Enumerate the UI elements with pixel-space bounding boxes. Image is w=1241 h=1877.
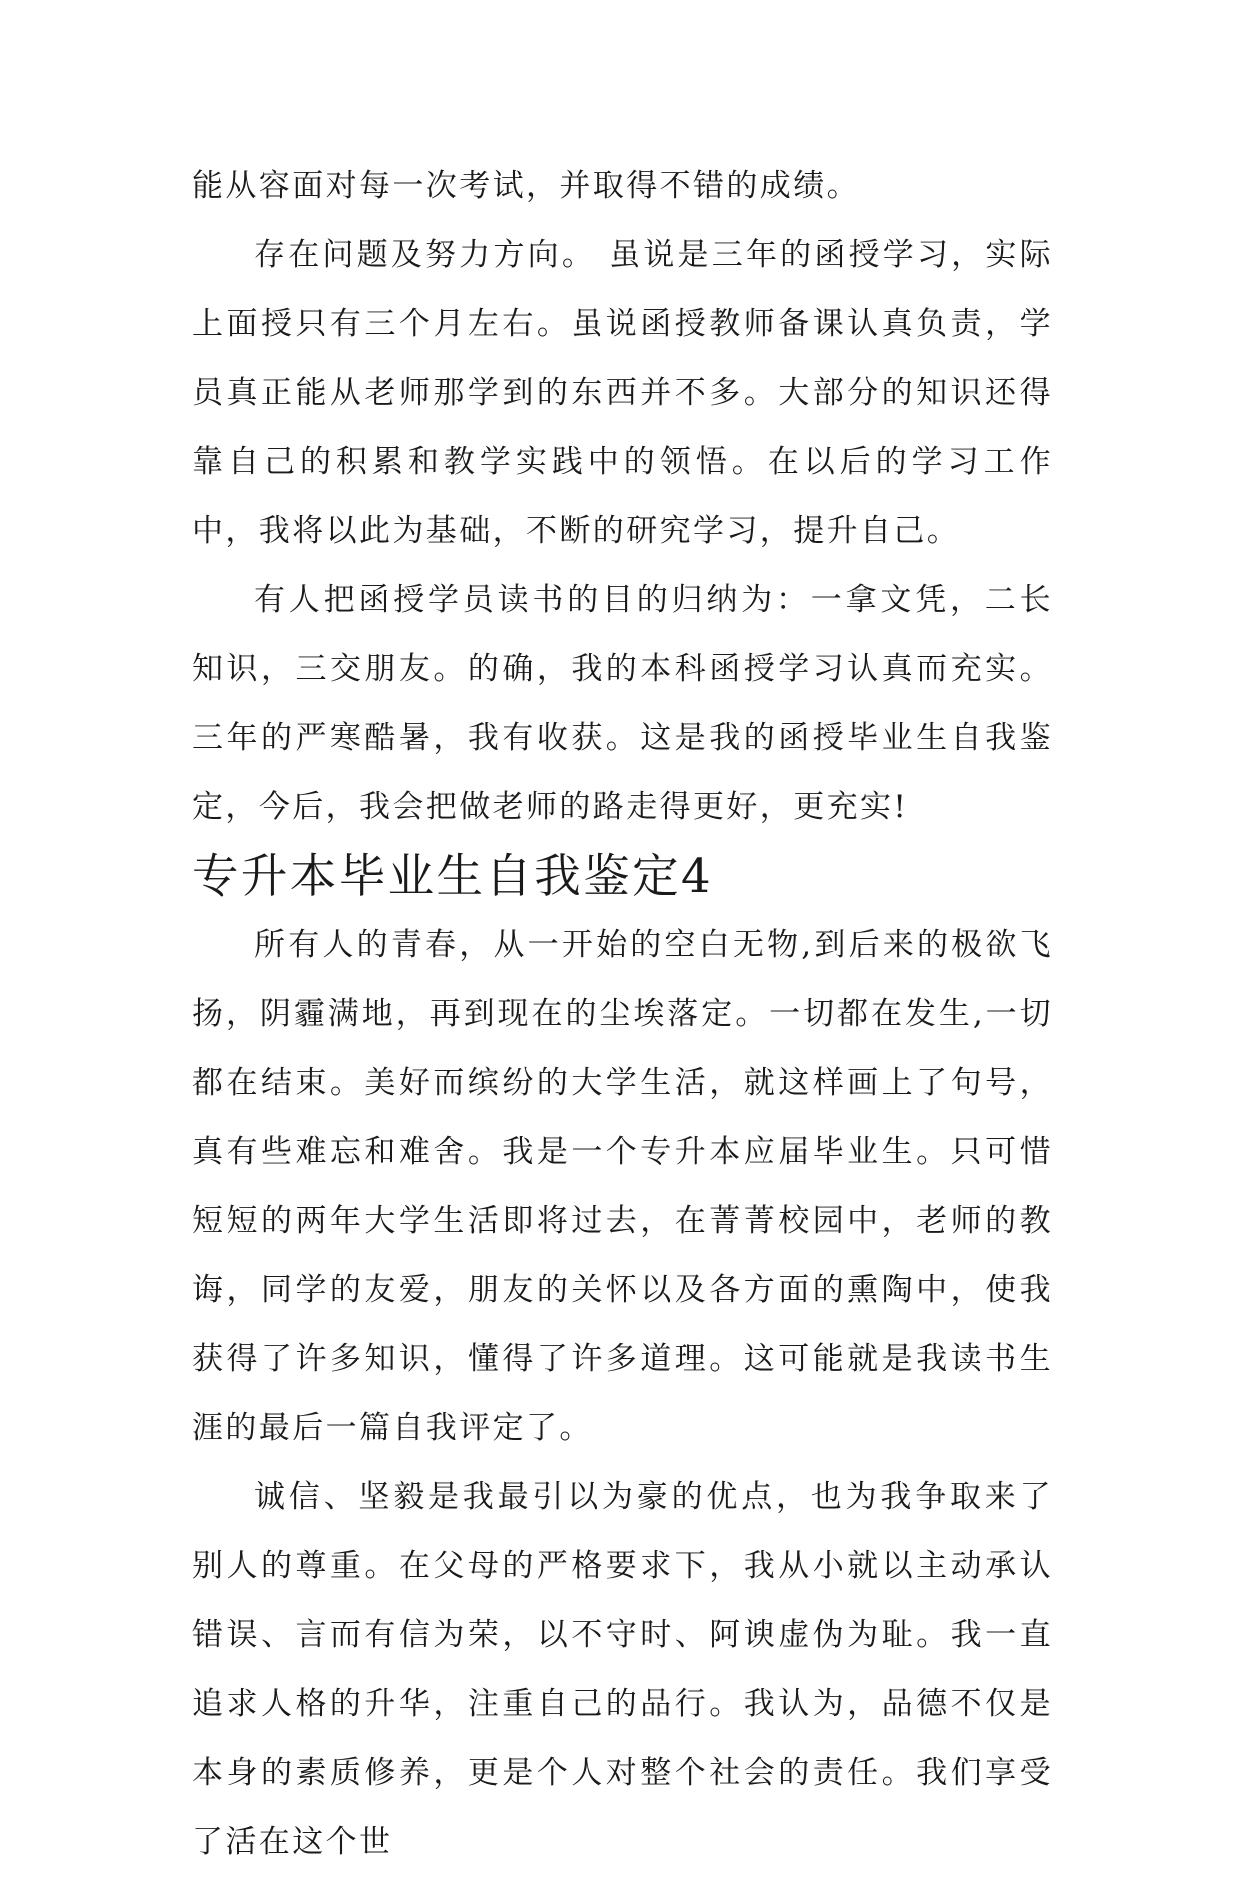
document-body bbox=[192, 152, 1053, 1877]
paragraph: 诚信、坚毅是我最引以为豪的优点，也为我争取来了别人的尊重。在父母的严格要求下，我从小就以主动承认错误、言而有信为荣，以不守时、阿谀虚伪为耻。我一直追求人格的升华，注重自己的品行。我认为，品德不仅是本身的素质修养，更是个人对整个社会的责任。我们享受了活在这个世 bbox=[192, 1479, 1053, 1860]
paragraph: 能从容面对每一次考试，并取得不错的成绩。 bbox=[192, 168, 860, 204]
paragraph: 有人把函授学员读书的目的归纳为：一拿文凭，二长知识，三交朋友。的确，我的本科函授学习认真而充实。三年的严寒酷暑，我有收获。这是我的函授毕业生自我鉴定，今后，我会把做老师的路走得更好，更充实! bbox=[192, 582, 1053, 825]
paragraph: 存在问题及努力方向。 虽说是三年的函授学习，实际上面授只有三个月左右。虽说函授教师备课认真负责，学员真正能从老师那学到的东西并不多。大部分的知识还得靠自己的积累和教学实践中的领悟。在以后的学习工作中，我将以此为基础，不断的研究学习，提升自己。 bbox=[192, 237, 1053, 549]
paragraph: 所有人的青春，从一开始的空白无物,到后来的极欲飞扬，阴霾满地，再到现在的尘埃落定。一切都在发生,一切都在结束。美好而缤纷的大学生活，就这样画上了句号，真有些难忘和难舍。我是一个专升本应届毕业生。只可惜短短的两年大学生活即将过去，在菁菁校园中，老师的教诲，同学的友爱，朋友的关怀以及各方面的熏陶中，使我获得了许多知识，懂得了许多道理。这可能就是我读书生涯的最后一篇自我评定了。 bbox=[192, 927, 1053, 1446]
section-heading: 专升本毕业生自我鉴定4 bbox=[192, 849, 713, 903]
